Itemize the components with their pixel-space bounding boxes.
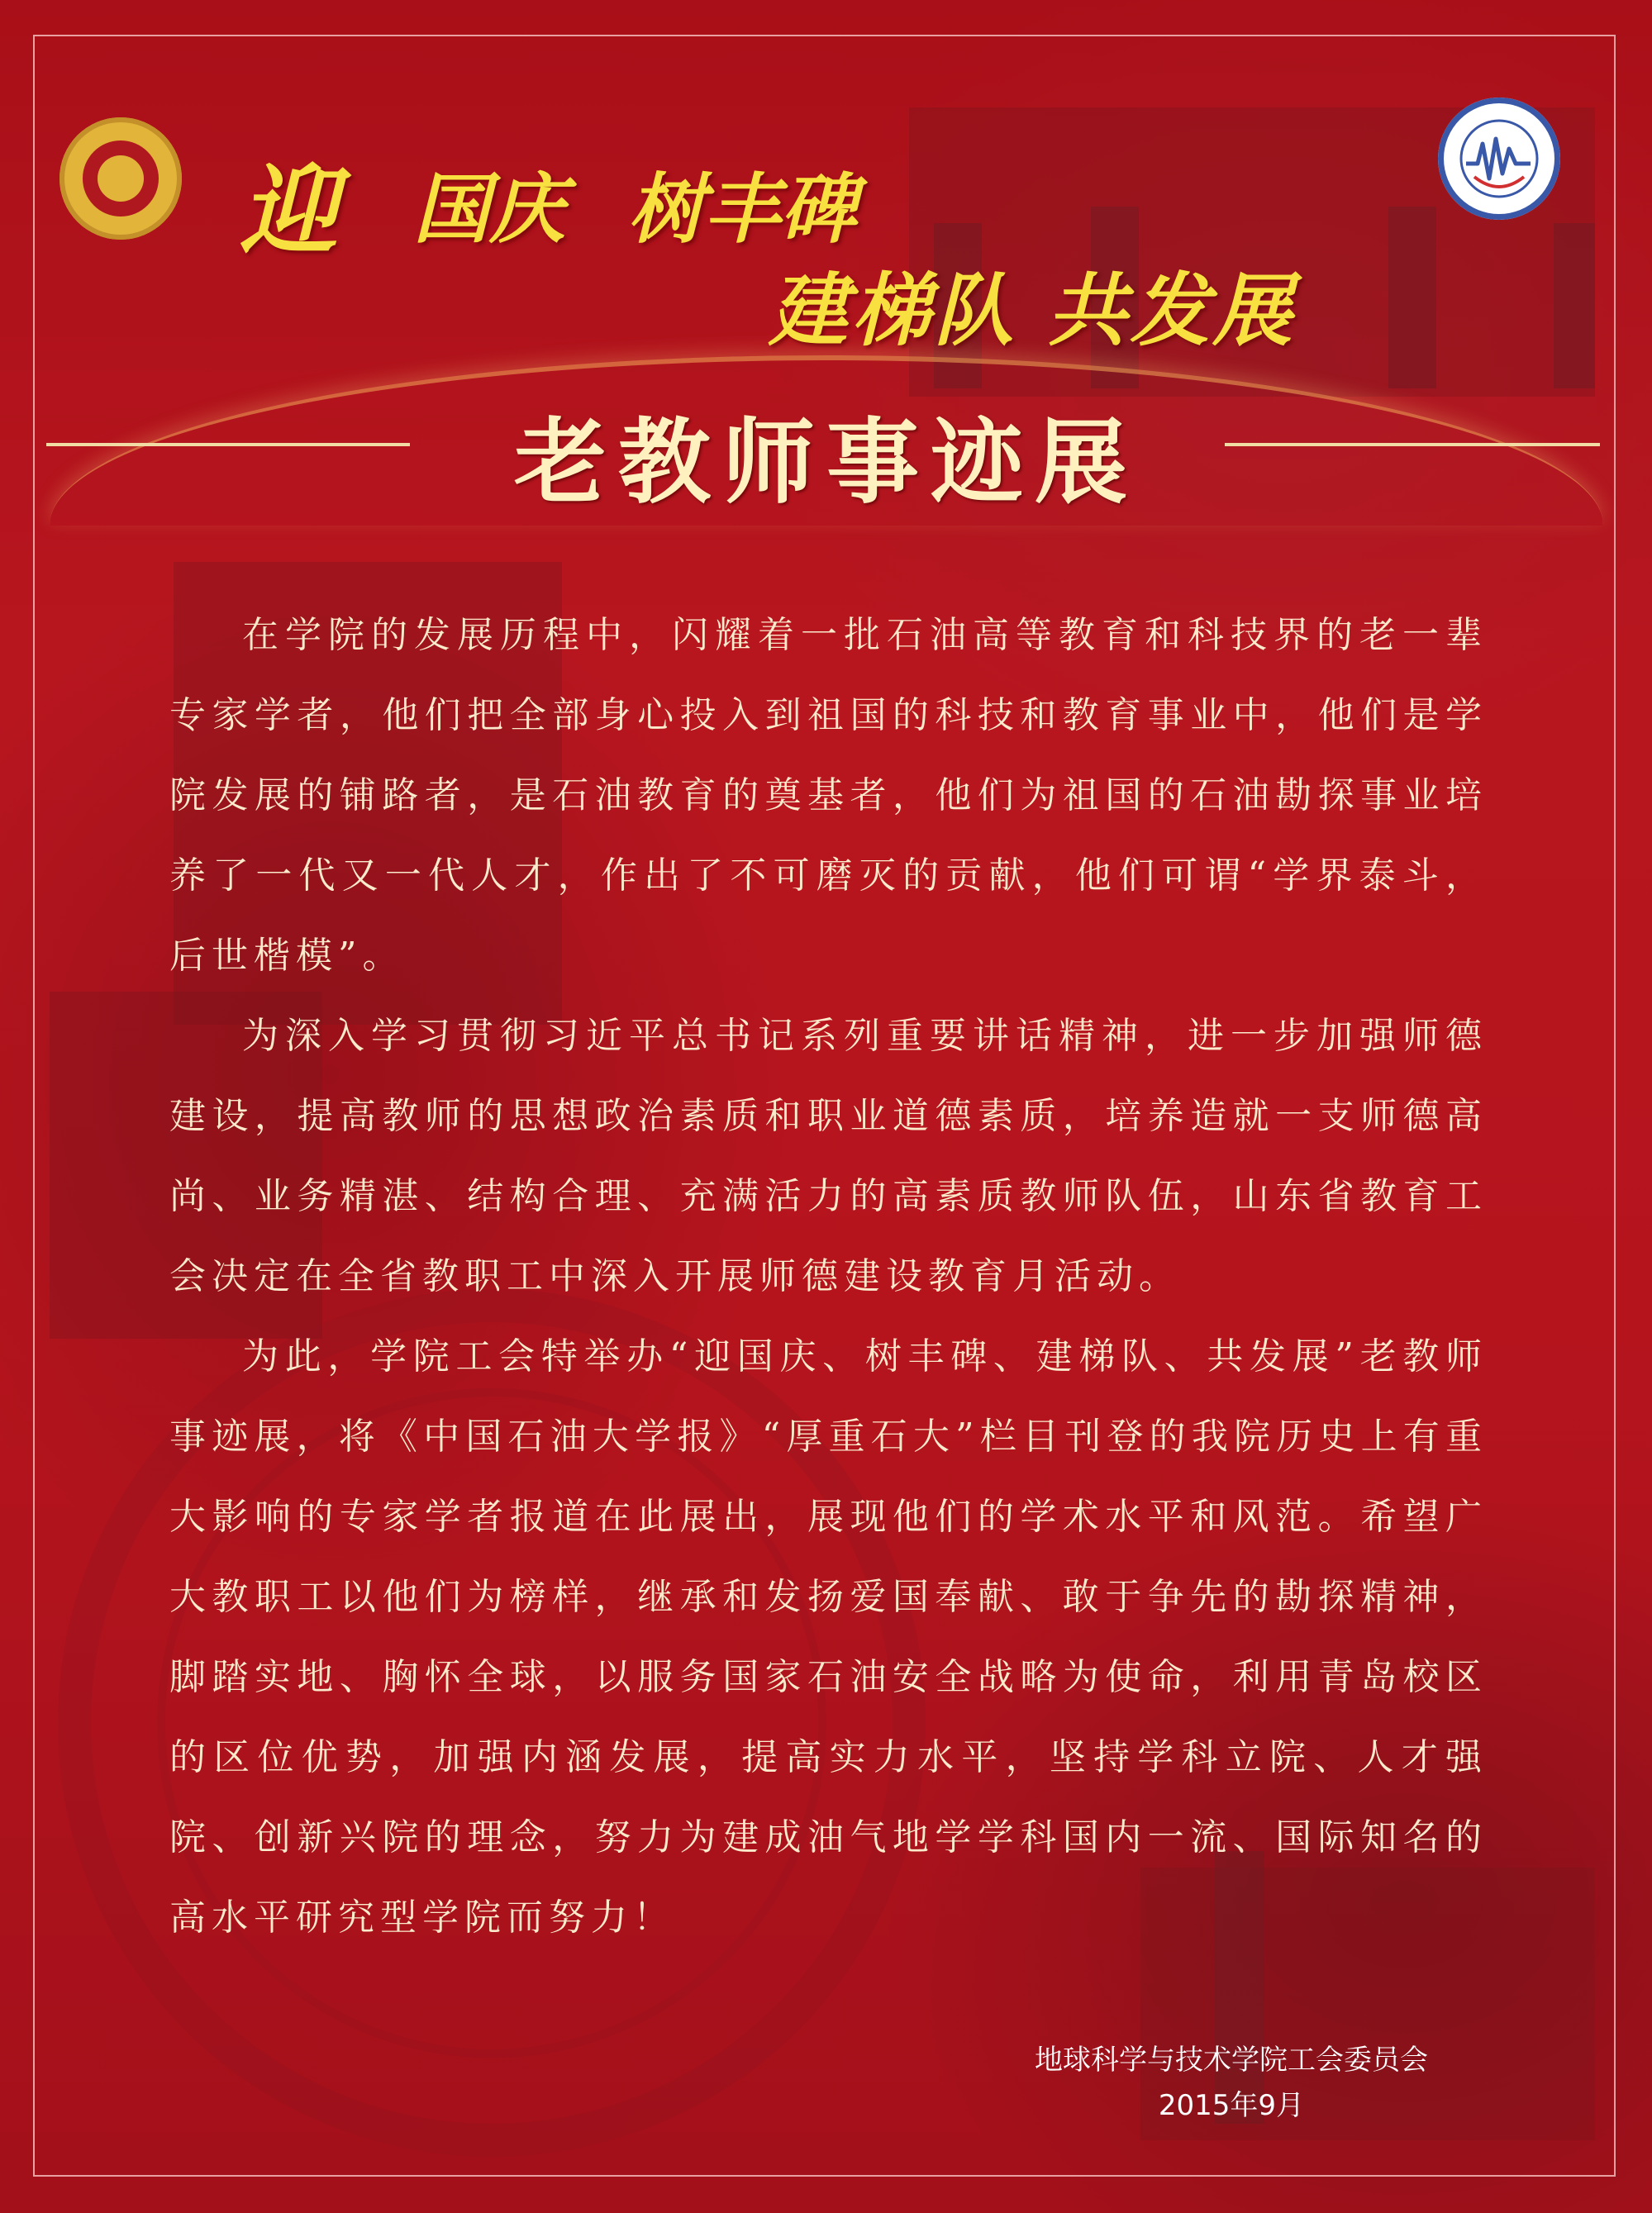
headline-shufengbei: 树丰碑 — [628, 164, 857, 254]
body-text — [169, 595, 1488, 1958]
seismic-wave-icon — [1438, 98, 1560, 220]
headline-line-2: 建梯队 共发展 — [769, 264, 1296, 357]
signature-block — [959, 2038, 1504, 2129]
paragraph-1: 在学院的发展历程中，闪耀着一批石油高等教育和科技界的老一辈专家学者，他们把全部身心投入到祖国的科技和教育事业中，他们是学院发展的铺路者，是石油教育的奠基者，他们为祖国的石油勘探事业培养了一代又一代人才，作出了不可磨灭的贡献，他们可谓“学界泰斗，后世楷模”。 — [169, 614, 1488, 977]
paragraph-2: 为深入学习贯彻习近平总书记系列重要讲话精神，进一步加强师德建设，提高教师的思想政治素质和职业道德素质，培养造就一支师德高尚、业务精湛、结构合理、充满活力的高素质教师队伍，山东省教育工会决定在全省教职工中深入开展师德建设教育月活动。 — [169, 1015, 1488, 1297]
paragraph-3: 为此，学院工会特举办“迎国庆、树丰碑、建梯队、共发展”老教师事迹展，将《中国石油大学报》“厚重石大”栏目刊登的我院历史上有重大影响的专家学者报道在此展出，展现他们的学术水平和风范。希望广大教职工以他们为榜样，继承和发扬爱国奉献、敢于争先的勘探精神，脚踏实地、胸怀全球，以服务国家石油安全战略为使命，利用青岛校区的区位优势，加强内涵发展，提高实力水平，坚持学科立院、人才强院、创新兴院的理念，努力为建成油气地学学科国内一流、国际知名的高水平研究型学院而努力！ — [169, 1335, 1488, 1939]
university-logo-core — [98, 155, 144, 202]
title-rule-right — [1225, 443, 1600, 446]
signature-date: 2015年9月 — [1158, 2089, 1305, 2122]
title-rule-left — [46, 443, 410, 446]
page-title: 老教师事迹展 — [514, 408, 1139, 516]
headline-guoqing: 国庆 — [413, 164, 566, 254]
signature-organization: 地球科学与技术学院工会委员会 — [1035, 2044, 1428, 2077]
university-logo — [60, 117, 182, 240]
headline-char-ying: 迎 — [240, 153, 338, 268]
school-of-geosciences-logo — [1438, 98, 1560, 220]
